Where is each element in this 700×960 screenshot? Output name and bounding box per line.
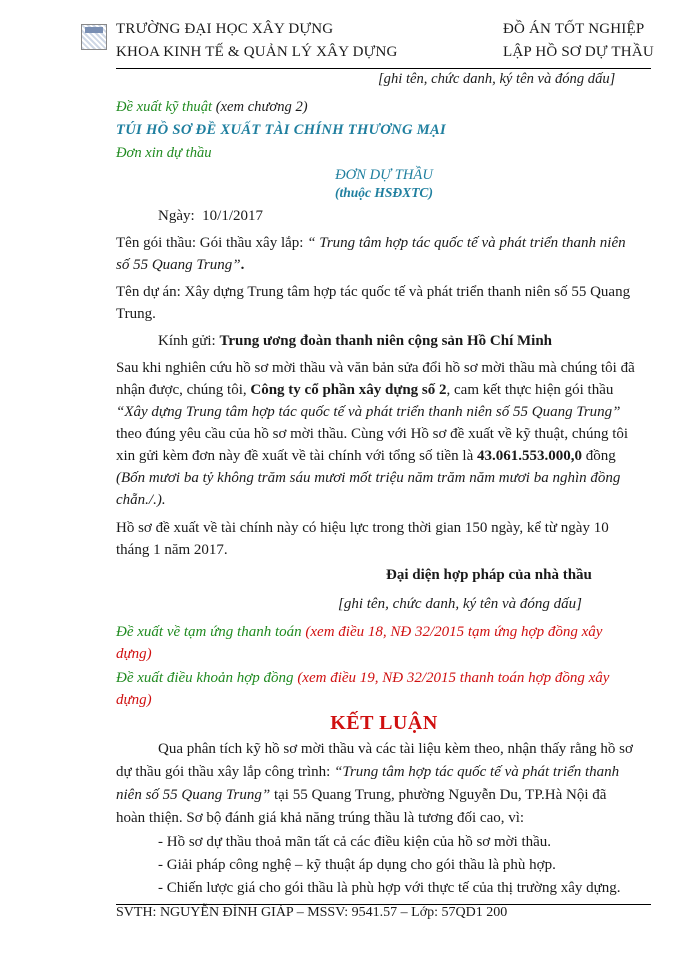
package-name: “ Trung tâm hợp tác quốc tế và phát triển thanh niên [307,235,626,251]
conclusion-3a: niên số 55 Quang Trung” [116,787,271,803]
package-end: . [240,257,245,273]
total-amount: 43.061.553.000,0 [477,448,583,464]
package-line-1 [116,235,626,252]
sign-note: [ghi tên, chức danh, ký tên và đóng dấu] [338,596,582,612]
conclusion-line-2 [116,764,619,781]
package-name-cont: số 55 Quang Trung” [116,257,241,273]
conclusion-line-1: Qua phân tích kỹ hồ sơ mời thầu và các tài liệu kèm theo, nhận thấy rằng hồ sơ [158,741,633,757]
conclusion-2a: dự thầu gói thầu xây lắp công trình: [116,764,335,780]
project-title: LẬP HỒ SƠ DỰ THẦU [503,44,654,60]
date-line [158,208,263,225]
conclusion-bullet-3: - Chiến lược giá cho gói thầu là phù hợp với thực tế của thị trường xây dựng. [158,880,621,896]
conclusion-line-4: hoàn thiện. Sơ bộ đánh giá khả năng trúng thầu là tương đối cao, vì: [116,810,525,826]
header-divider [116,68,651,69]
conclusion-bullet-1: - Hồ sơ dự thầu thoả mãn tất cả các điều kiện của hồ sơ mời thầu. [158,834,552,850]
body-line-4: theo đúng yêu cầu của hồ sơ mời thầu. Cùng với Hồ sơ đề xuất về kỹ thuật, chúng tôi [116,426,629,442]
advance-label: Đề xuất về tạm ứng thanh toán [116,624,302,640]
body-line-5 [116,448,616,465]
conclusion-3b: tại 55 Quang Trung, phường Nguyễn Du, TP.Hà Nội đã [270,787,607,803]
conclusion-title: KẾT LUẬN [330,712,438,734]
date-value: 10/1/2017 [202,208,264,224]
body-line-2 [116,382,613,399]
package-label: Tên gói thầu: Gói thầu xây lắp: [116,235,308,251]
representative-label: Đại diện hợp pháp của nhà thầu [386,567,592,583]
body-line-3: “Xây dựng Trung tâm hợp tác quốc tế và phát triển thanh niên số 55 Quang Trung” [116,404,621,420]
contract-terms-line-1 [116,670,609,687]
advance-line-1 [116,624,602,641]
conclusion-line-3 [116,787,606,804]
validity-line-1: Hồ sơ đề xuất về tài chính này có hiệu lực trong thời gian 150 ngày, kể từ ngày 10 [116,520,609,536]
project-line-2: Trung. [116,306,156,322]
footer-student-info: SVTH: NGUYỄN ĐÌNH GIÁP – MSSV: 9541.57 – Lớp: 57QD1 200 [116,905,508,920]
addressee-value: Trung ương đoàn thanh niên cộng sản Hồ Chí Minh [219,333,553,349]
form-title: ĐƠN DỰ THẦU [335,167,433,183]
contract-terms-line-2: dựng) [116,692,152,708]
advance-ref: (xem điều 18, NĐ 32/2015 tạm ứng hợp đồng xây [301,624,603,640]
technical-proposal-line [116,99,308,116]
technical-proposal-ref: (xem chương 2) [212,99,308,115]
body-line-6: (Bốn mươi ba tỷ không trăm sáu mươi mốt triệu năm trăm năm mươi ba nghìn đồng [116,470,621,486]
date-label: Ngày: [158,208,195,224]
conclusion-2b: “Trung tâm hợp tác quốc tế và phát triển thanh [334,764,620,780]
application-label: Đơn xin dự thầu [116,145,212,161]
envelope-title: TÚI HỒ SƠ ĐỀ XUẤT TÀI CHÍNH THƯƠNG MẠI [116,122,447,138]
body-line-7: chẵn./.). [116,492,166,508]
project-type: ĐỒ ÁN TỐT NGHIỆP [503,21,645,37]
body-2a: nhận được, chúng tôi, [116,382,251,398]
conclusion-bullet-2: - Giải pháp công nghệ – kỹ thuật áp dụng cho gói thầu là phù hợp. [158,857,556,873]
body-5c: đồng [582,448,616,464]
contractor-name: Công ty cổ phần xây dựng số 2 [250,382,447,398]
body-2c: , cam kết thực hiện gói thầu [446,382,614,398]
form-subtitle: (thuộc HSĐXTC) [335,185,433,200]
top-signature-note: [ghi tên, chức danh, ký tên và đóng dấu] [378,71,616,87]
body-5a: xin gửi kèm đơn này đề xuất về tài chính với tổng số tiền là [116,448,478,464]
faculty-name: KHOA KINH TẾ & QUẢN LÝ XÂY DỰNG [116,44,398,60]
body-line-1: Sau khi nghiên cứu hồ sơ mời thầu và văn bản sửa đổi hồ sơ mời thầu mà chúng tôi đã [116,360,635,376]
addressee-label: Kính gửi: [158,333,220,349]
validity-line-2: tháng 1 năm 2017. [116,542,228,558]
addressee-line [158,333,552,350]
contract-terms-ref: (xem điều 19, NĐ 32/2015 thanh toán hợp đồng xây [293,670,610,686]
package-line-2 [116,257,244,274]
advance-line-2: dựng) [116,646,152,662]
contract-terms-label: Đề xuất điều khoản hợp đồng [116,670,294,686]
technical-proposal-label: Đề xuất kỹ thuật [116,99,213,115]
university-logo-icon [81,24,107,50]
university-name: TRƯỜNG ĐẠI HỌC XÂY DỰNG [116,21,334,37]
project-line-1: Tên dự án: Xây dựng Trung tâm hợp tác quốc tế và phát triển thanh niên số 55 Quang [116,284,631,300]
